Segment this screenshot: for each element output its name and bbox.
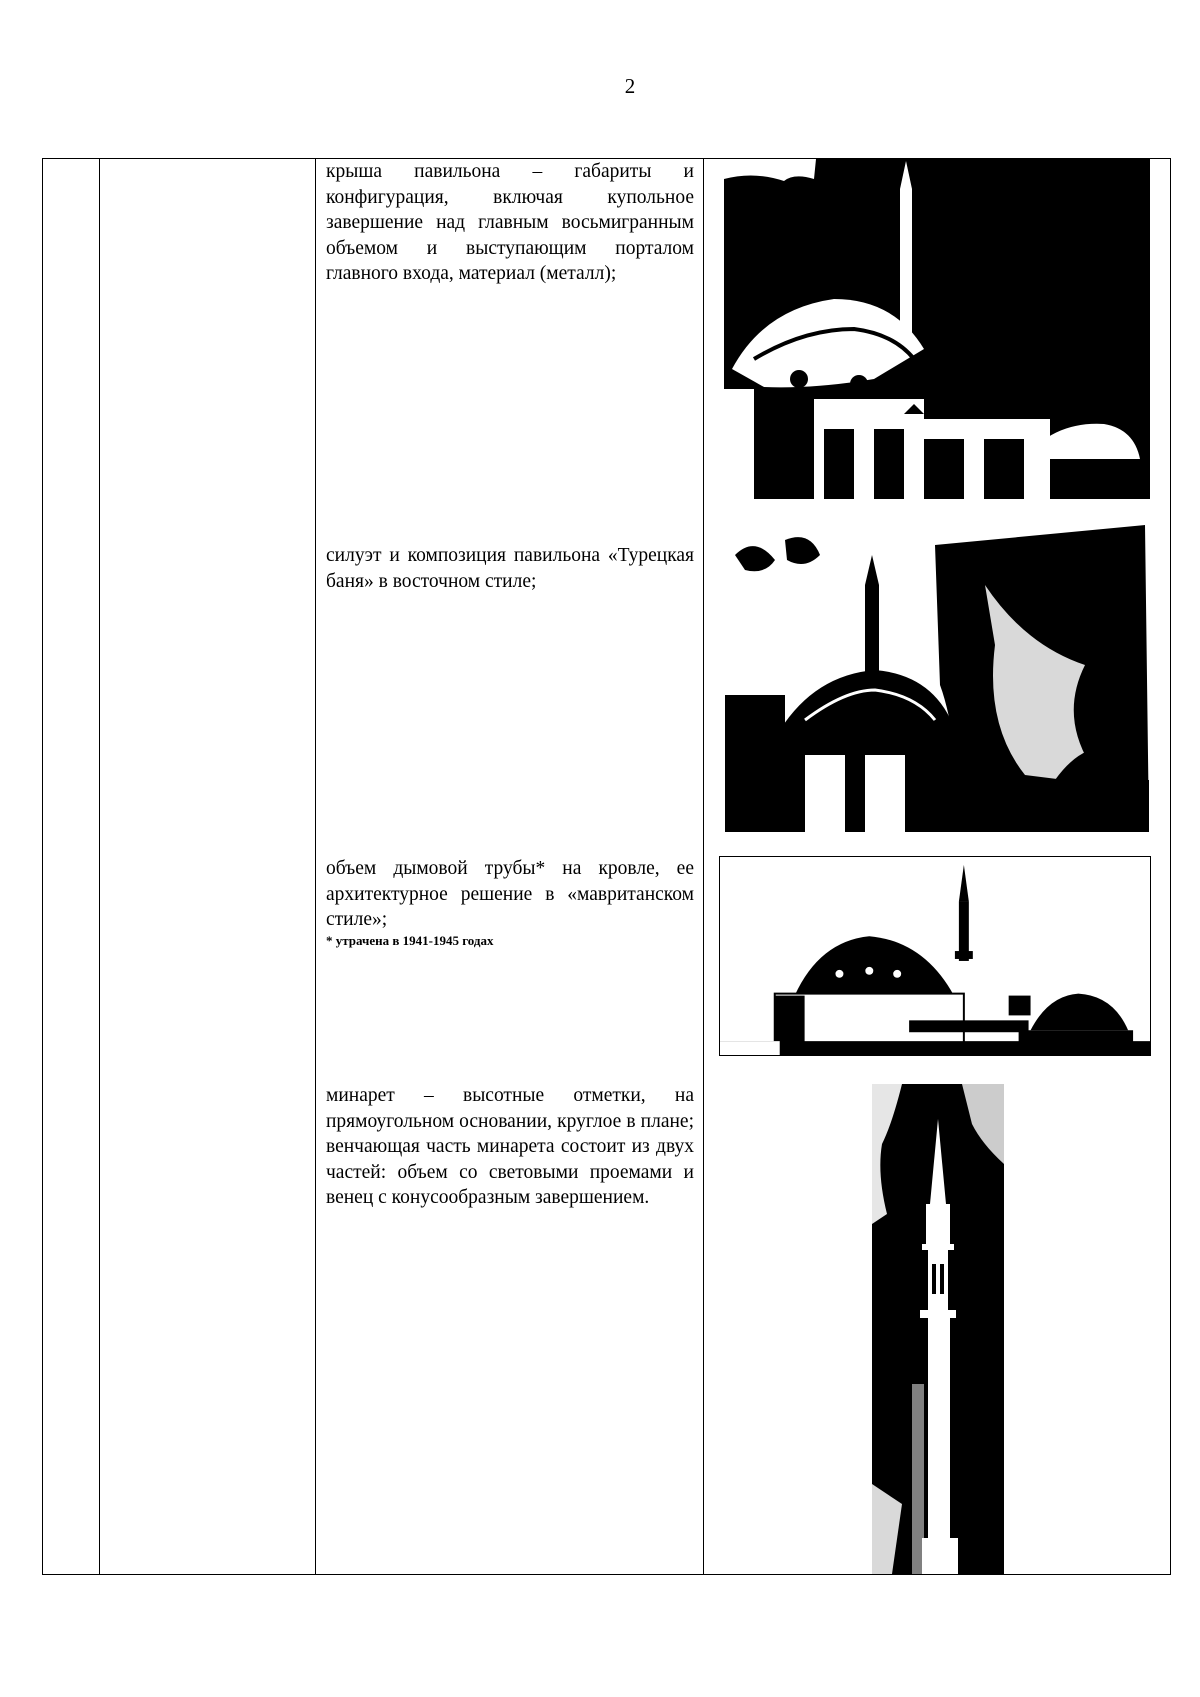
page-number: 2 xyxy=(624,74,636,98)
row-3-description xyxy=(326,856,694,948)
chimney-photo xyxy=(719,856,1151,1056)
column-divider xyxy=(99,159,100,1574)
protected-elements-table xyxy=(42,158,1171,1575)
footnote: * утрачена в 1941-1945 годах xyxy=(326,932,494,948)
row-2-description: силуэт и композиция павильона «Турецкая баня» в восточном стиле; xyxy=(326,545,694,592)
row-4-description: минарет – высотные отметки, на прямоугольном основании, круглое в плане; венчающая часть минарета состоит из двух частей: объем со световыми проемами и венец с конусообразным завершением. xyxy=(326,1085,694,1208)
minaret-photo xyxy=(872,1084,1004,1574)
roof-photo xyxy=(724,159,1150,499)
column-divider xyxy=(315,159,316,1574)
column-divider xyxy=(703,159,704,1574)
row-3-text: объем дымовой трубы* на кровле, ее архитектурное решение в «мавританском стиле»; xyxy=(326,858,694,930)
row-1-description: крыша павильона – габариты и конфигурация, включая купольное завершение над главным восьмигранным объемом и выступающим порталом главного входа, материал (металл); xyxy=(326,161,694,284)
silhouette-photo xyxy=(725,525,1149,832)
